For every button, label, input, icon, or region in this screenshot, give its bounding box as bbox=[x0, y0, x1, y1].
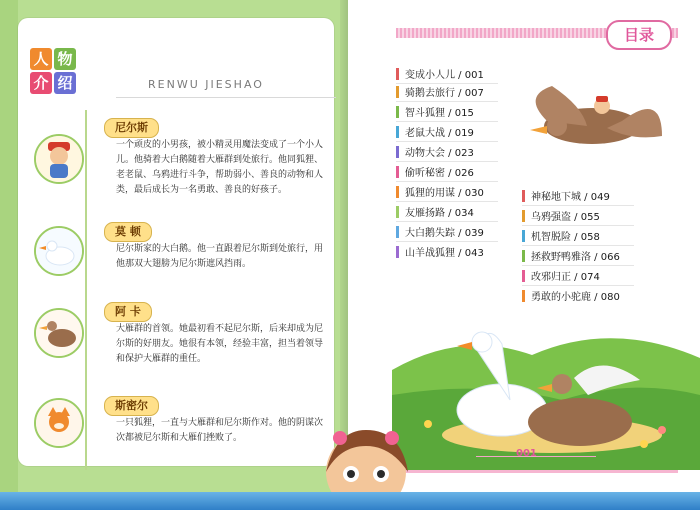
toc-item-label: 山羊战狐狸 / 043 bbox=[405, 248, 484, 259]
bottom-strip bbox=[0, 492, 700, 510]
character-name: 尼尔斯 bbox=[104, 118, 159, 138]
toc-item[interactable] bbox=[396, 68, 484, 83]
contents-title: 目录 bbox=[606, 20, 672, 50]
avatar-smirre bbox=[34, 398, 84, 448]
header-english: RENWU JIESHAO bbox=[148, 78, 264, 91]
toc-marker bbox=[396, 146, 399, 158]
toc-item[interactable] bbox=[396, 186, 484, 201]
toc-separator bbox=[522, 245, 634, 246]
character-name: 斯密尔 bbox=[104, 396, 159, 416]
toc-marker bbox=[396, 106, 399, 118]
toc-marker bbox=[396, 246, 399, 258]
toc-marker bbox=[396, 186, 399, 198]
toc-item-label: 偷听秘密 / 026 bbox=[405, 168, 474, 179]
toc-marker bbox=[396, 86, 399, 98]
toc-item-label: 智斗狐狸 / 015 bbox=[405, 108, 474, 119]
toc-item-label: 骑鹅去旅行 / 007 bbox=[405, 88, 484, 99]
toc-item-label: 拯救野鸭雅洛 / 066 bbox=[531, 252, 620, 263]
toc-marker bbox=[522, 210, 525, 222]
character-description: 一个顽皮的小男孩，被小精灵用魔法变成了一个小人儿。他骑着大白鹅随着大雁群到处旅行。他同狐狸、老老鼠、乌鸦进行斗争，帮助弱小、善良的动物和人类，最后成长为一名勇敢、善良的好孩子。 bbox=[116, 140, 324, 195]
timeline-line bbox=[85, 110, 87, 470]
toc-item-label: 老鼠大战 / 019 bbox=[405, 128, 474, 139]
toc-separator bbox=[396, 161, 498, 162]
wild-goose-illustration bbox=[36, 310, 82, 356]
header-char-4: 绍 bbox=[54, 72, 76, 94]
toc-separator bbox=[396, 101, 498, 102]
left-page-panel bbox=[18, 18, 334, 466]
goose-illustration bbox=[36, 228, 82, 274]
toc-item-label: 大白鹅失踪 / 039 bbox=[405, 228, 484, 239]
toc-item-label: 勇敢的小驼鹿 / 080 bbox=[531, 292, 620, 303]
character-name: 阿 卡 bbox=[104, 302, 152, 322]
toc-marker bbox=[522, 230, 525, 242]
flying-goose-illustration bbox=[512, 66, 672, 176]
toc-marker bbox=[396, 206, 399, 218]
toc-marker bbox=[522, 190, 525, 202]
toc-item-label: 狐狸的用谋 / 030 bbox=[405, 188, 484, 199]
toc-separator bbox=[396, 181, 498, 182]
toc-separator bbox=[396, 141, 498, 142]
toc-item[interactable] bbox=[396, 146, 474, 161]
toc-marker bbox=[396, 226, 399, 238]
toc-item[interactable] bbox=[522, 230, 600, 245]
toc-item[interactable] bbox=[522, 210, 600, 225]
toc-marker bbox=[396, 68, 399, 80]
toc-item[interactable] bbox=[396, 86, 484, 101]
toc-item-label: 动物大会 / 023 bbox=[405, 148, 474, 159]
avatar-nils bbox=[34, 134, 84, 184]
character-description: 一只狐狸，一直与大雁群和尼尔斯作对。他的阴谋次次都被尼尔斯和大雁们挫败了。 bbox=[116, 418, 324, 443]
toc-item[interactable] bbox=[396, 126, 474, 141]
header-char-2: 物 bbox=[54, 48, 76, 70]
toc-separator bbox=[396, 201, 498, 202]
toc-item-label: 改邪归正 / 074 bbox=[531, 272, 600, 283]
toc-item-label: 友雁扬路 / 034 bbox=[405, 208, 474, 219]
toc-separator bbox=[522, 225, 634, 226]
toc-item[interactable] bbox=[396, 226, 484, 241]
toc-separator bbox=[396, 121, 498, 122]
toc-item[interactable] bbox=[396, 106, 474, 121]
toc-separator bbox=[522, 205, 634, 206]
toc-separator bbox=[396, 83, 498, 84]
toc-item[interactable] bbox=[522, 190, 610, 205]
header-char-3: 介 bbox=[30, 72, 52, 94]
toc-item[interactable] bbox=[396, 206, 474, 221]
toc-separator bbox=[396, 241, 498, 242]
nils-illustration bbox=[36, 136, 82, 182]
meadow-geese-illustration bbox=[392, 260, 700, 470]
header-rule bbox=[116, 97, 336, 98]
avatar-morton bbox=[34, 226, 84, 276]
fox-illustration bbox=[36, 400, 82, 446]
toc-item-label: 机智脱险 / 058 bbox=[531, 232, 600, 243]
toc-item-label: 神秘地下城 / 049 bbox=[531, 192, 610, 203]
toc-item[interactable] bbox=[396, 246, 484, 261]
avatar-akka bbox=[34, 308, 84, 358]
character-name: 莫 顿 bbox=[104, 222, 152, 242]
toc-item[interactable] bbox=[396, 166, 474, 181]
toc-marker bbox=[396, 126, 399, 138]
header-char-1: 人 bbox=[30, 48, 52, 70]
character-description: 尼尔斯家的大白鹅。他一直跟着尼尔斯到处旅行，用他那双大翅膀为尼尔斯遮风挡雨。 bbox=[116, 244, 324, 269]
toc-item-label: 乌鸦强盗 / 055 bbox=[531, 212, 600, 223]
page-number: 001 bbox=[516, 448, 537, 459]
character-description: 大雁群的首领。她最初看不起尼尔斯，后来却成为尼尔斯的好朋友。她很有本领，经验丰富，担当着领导和保护大雁群的重任。 bbox=[116, 324, 324, 364]
toc-separator bbox=[396, 221, 498, 222]
toc-item-label: 变成小人儿 / 001 bbox=[405, 70, 484, 81]
toc-marker bbox=[396, 166, 399, 178]
